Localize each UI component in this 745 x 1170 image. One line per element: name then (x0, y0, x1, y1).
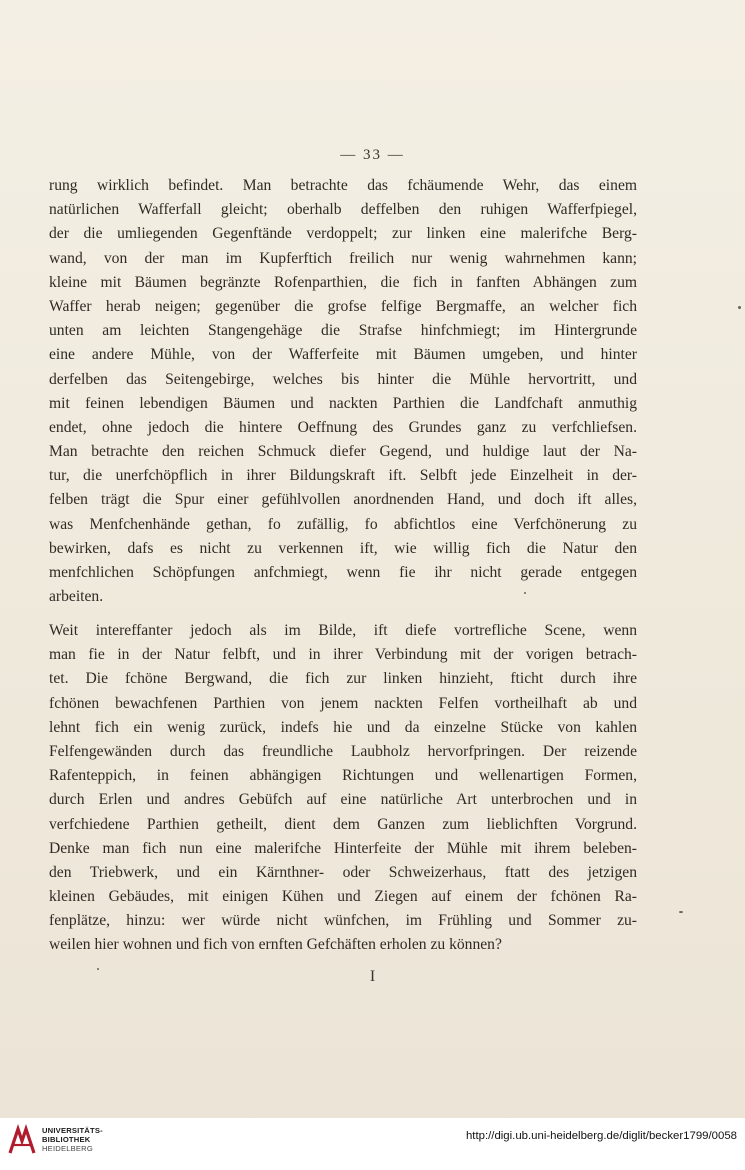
paragraph-2 (49, 619, 637, 958)
text-line: lehnt fich ein wenig zurück, indefs hie und da einzelne Stücke von kahlen (49, 718, 637, 736)
text-line: tur, die unerfchöpflich in ihrer Bildungskraft ift. Selbft jede Einzelheit in der- (49, 467, 637, 485)
text-line: den Triebwerk, und ein Kärnthner- oder Schweizerhaus, ftatt des jetzigen (49, 863, 637, 881)
text-line: verfchiedene Parthien getheilt, dient dem Ganzen zum lieblichften Vorgrund. (49, 815, 637, 833)
library-name-line-2: BIBLIOTHEK (42, 1135, 91, 1145)
text-line: Rafenteppich, in feinen abhängigen Richtungen und wellenartigen Formen, (49, 767, 637, 785)
text-line: unten am leichten Stangengehäge die Strafse hinfchmiegt; im Hintergrunde (49, 322, 637, 340)
library-name-line-1: UNIVERSITÄTS- (42, 1126, 103, 1135)
text-line: Waffer herab neigen; gegenüber die grofse felfige Bergmaffe, an welcher fich (49, 297, 637, 315)
text-line: natürlichen Wafferfall gleicht; oberhalb deffelben den ruhigen Wafferfpiegel, (49, 201, 637, 219)
text-line: was Menfchenhände gethan, fo zufällig, fo abfichtlos eine Verfchönerung zu (49, 515, 637, 533)
text-line: man fie in der Natur felbft, und in ihrer Verbindung mit der vorigen betrach- (49, 646, 637, 664)
source-url-link[interactable]: http://digi.ub.uni-heidelberg.de/diglit/becker1799/0058 (465, 1130, 737, 1142)
text-line: fenplätze, hinzu: wer würde nicht wünfchen, im Frühling und Sommer zu- (49, 912, 637, 930)
text-line: Weit intereffanter jedoch als im Bilde, ift diefe vortrefliche Scene, wenn (49, 622, 637, 639)
text-line: fchönen bewachfenen Parthien von jenem nackten Felfen vortheilhaft ab und (49, 694, 637, 712)
text-line: durch Erlen und andres Gebüfch auf eine natürliche Art unterbrochen und in (49, 791, 637, 809)
text-line: Felfengewänden durch das freundliche Laubholz hervorfpringen. Der reizende (49, 742, 637, 760)
text-line: eine andere Mühle, von der Wafferfeite mit Bäumen umgeben, und hinter (49, 346, 637, 364)
paragraph-1 (49, 174, 637, 609)
paper-speck (524, 592, 526, 594)
text-line: kleinen Gebäudes, mit einigen Kühen und Ziegen auf einem der fchönen Ra- (49, 888, 637, 906)
signature-mark: I (369, 968, 376, 985)
text-line: endet, ohne jedoch die hintere Oeffnung des Grundes ganz zu verfchliefsen. (49, 418, 637, 436)
text-line: Denke man fich nun eine malerifche Hinterfeite der Mühle mit ihrem beleben- (49, 839, 637, 857)
library-name (42, 1126, 103, 1154)
paper-speck (97, 968, 99, 970)
text-line: weilen hier wohnen und fich von ernften Gefchäften erholen zu können? (49, 936, 502, 954)
text-line: der die umliegenden Gegenftände verdoppelt; zur linken eine malerifche Berg- (49, 225, 637, 243)
text-line: kleine mit Bäumen begränzte Rofenparthien, die fich in fanften Abhängen zum (49, 273, 637, 291)
text-line: wand, von der man im Kupferftich freilich nur wenig wahrnehmen kann; (49, 249, 637, 267)
text-line: arbeiten. (49, 588, 104, 606)
paper-speck (679, 911, 683, 913)
text-line: bewirken, dafs es nicht zu verkennen ift, wie willig fich die Natur den (49, 539, 637, 557)
digitization-footer (0, 1118, 745, 1170)
text-line: mit feinen lebendigen Bäumen und nackten Parthien die Landfchaft anmuthig (49, 394, 637, 412)
university-seal-icon (6, 1123, 38, 1157)
text-line: Man betrachte den reichen Schmuck diefer Gegend, und huldige laut der Na- (49, 443, 637, 461)
text-line: rung wirklich befindet. Man betrachte das fchäumende Wehr, das einem (49, 177, 637, 194)
page-number: — 33 — (340, 147, 405, 163)
text-line: tet. Die fchöne Bergwand, die fich zur linken hinzieht, fticht durch ihre (49, 670, 637, 688)
text-line: menfchlichen Schöpfungen anfchmiegt, wenn fie ihr nicht gerade entgegen (49, 564, 637, 581)
text-line: felben trägt die Spur einer gefühlvollen anordnenden Hand, und doch ift alles, (49, 491, 637, 509)
library-name-line-3: HEIDELBERG (42, 1144, 93, 1154)
text-line: derfelben das Seitengebirge, welches bis hinter die Mühle hervortritt, und (49, 370, 637, 388)
paper-speck (738, 306, 741, 309)
